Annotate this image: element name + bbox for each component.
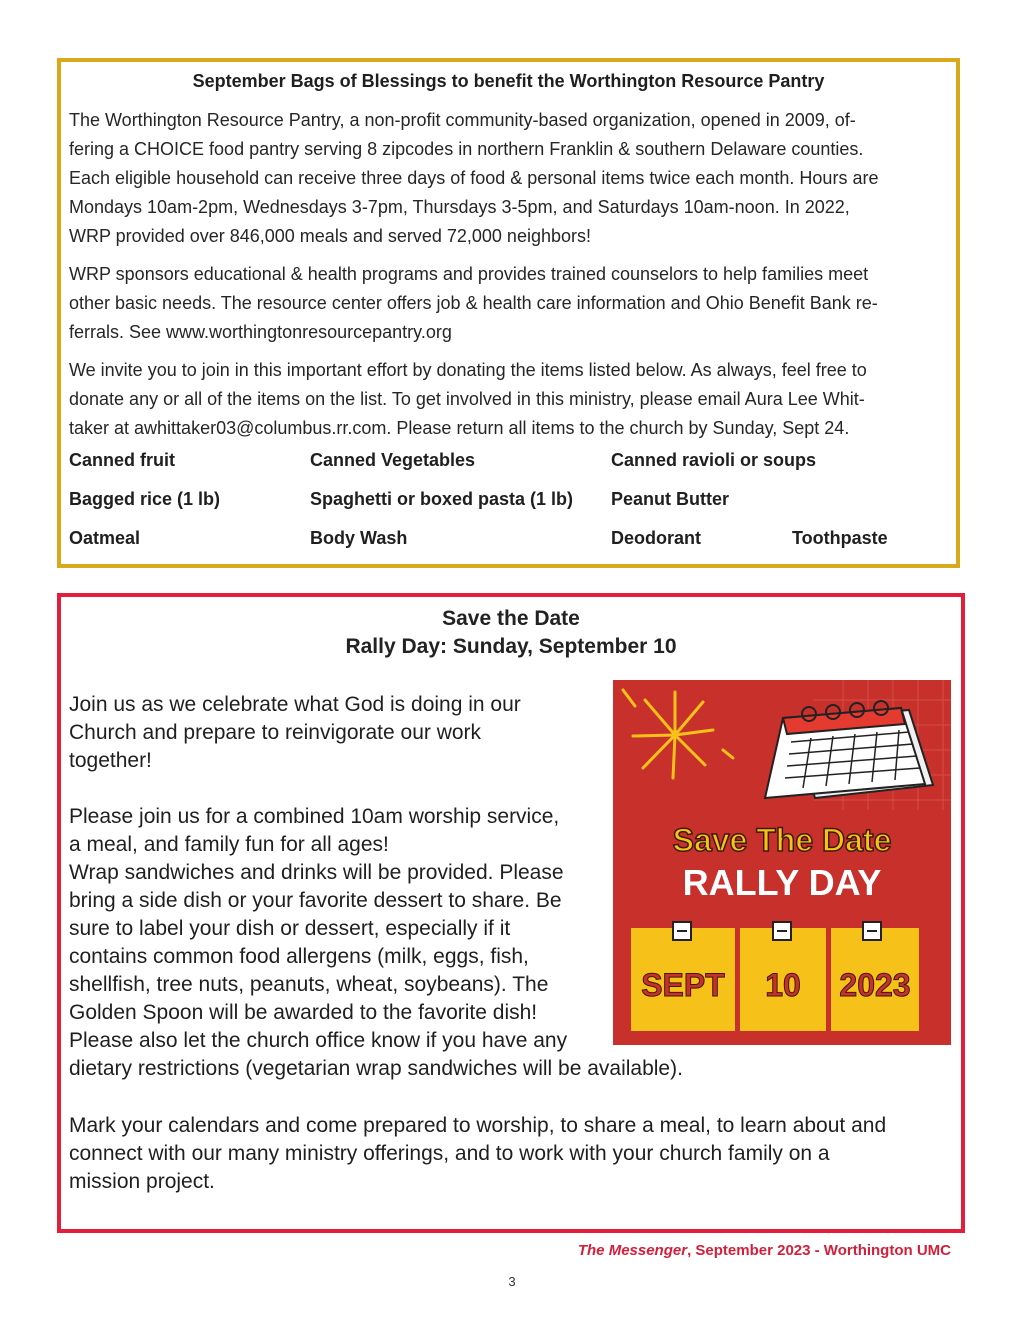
rally-day-heading: Rally Day: Sunday, September 10 xyxy=(345,635,677,658)
pantry-title: September Bags of Blessings to benefit the Worthington Resource Pantry xyxy=(192,71,825,91)
fireworks-icon xyxy=(623,690,733,778)
footer-details: , September 2023 - Worthington UMC xyxy=(687,1242,951,1259)
donation-item: Toothpaste xyxy=(792,528,888,548)
pantry-section xyxy=(57,58,960,568)
donation-item: Body Wash xyxy=(310,528,408,548)
pantry-paragraph-2: WRP sponsors educational & health programs and provides trained counselors to help families meet other basic needs. The resource center offers job & health care information and Ohio Benefit Bank re- ferrals. See www.worthingtonresourcepantry.org xyxy=(69,264,878,342)
graphic-save-the-date: Save The Date xyxy=(672,822,892,858)
rally-closing-text: Mark your calendars and come prepared to worship, to share a meal, to learn about and connect with our many ministry offerings, and to work with your church family on a mission project. xyxy=(69,1114,887,1193)
graphic-rally-day: RALLY DAY xyxy=(682,862,882,903)
donation-item: Spaghetti or boxed pasta (1 lb) xyxy=(310,489,574,509)
rally-intro-text: Join us as we celebrate what God is doing in our Church and prepare to reinvigorate our work together! xyxy=(69,693,521,772)
graphic-day: 10 xyxy=(765,967,801,1003)
donation-item: Deodorant xyxy=(611,528,701,548)
donation-item: Bagged rice (1 lb) xyxy=(69,489,221,509)
donation-item: Oatmeal xyxy=(69,528,141,548)
publication-name: The Messenger xyxy=(577,1242,688,1259)
pantry-paragraph-1: The Worthington Resource Pantry, a non-profit community-based organization, opened in 2009, of- fering a CHOICE food pantry serving 8 zipcodes in northern Franklin & southern Delaware counties. Each eligible household can receive three days of food & personal items twice each month. Hours are Mondays 10am-2pm, Wednesdays 3-7pm, Thursdays 3-5pm, and Saturdays 10am-noon. In 2022, WRP provided over 846,000 meals and served 72,000 neighbors! xyxy=(69,110,879,246)
donation-item: Canned fruit xyxy=(69,450,175,470)
rally-details-text: Please join us for a combined 10am worship service, a meal, and family fun for all ages! Wrap sandwiches and drinks will be provided. Please bring a side dish or your favorite dessert to share. Be sure to label your dish or dessert, especially if it contains common food allergens (milk, eggs, fish, shellfish, tree nuts, peanuts, wheat, soybeans). The Golden Spoon will be awarded to the favorite dish! Please also let the church office know if you have any dietary restrictions (vegetarian wrap sandwiches will be available). xyxy=(69,805,683,1080)
graphic-month: SEPT xyxy=(641,967,725,1003)
rally-day-graphic xyxy=(613,680,951,1045)
rally-graphic-art xyxy=(613,680,951,1045)
page-number: 3 xyxy=(508,1274,516,1289)
graphic-year: 2023 xyxy=(839,967,911,1003)
page-footer xyxy=(578,1242,951,1259)
pantry-paragraph-3: We invite you to join in this important effort by donating the items listed below. As always, feel free to donate any or all of the items on the list. To get involved in this ministry, please email Aura Lee Whit- taker at awhittaker03@columbus.rr.com. Please return all items to the church by Sunday, Sept 24. xyxy=(69,360,867,438)
donation-item: Canned Vegetables xyxy=(310,450,476,470)
donation-item: Peanut Butter xyxy=(611,489,730,509)
save-the-date-heading: Save the Date xyxy=(442,607,580,630)
calendar-icon xyxy=(765,701,933,798)
donation-item: Canned ravioli or soups xyxy=(611,450,817,470)
